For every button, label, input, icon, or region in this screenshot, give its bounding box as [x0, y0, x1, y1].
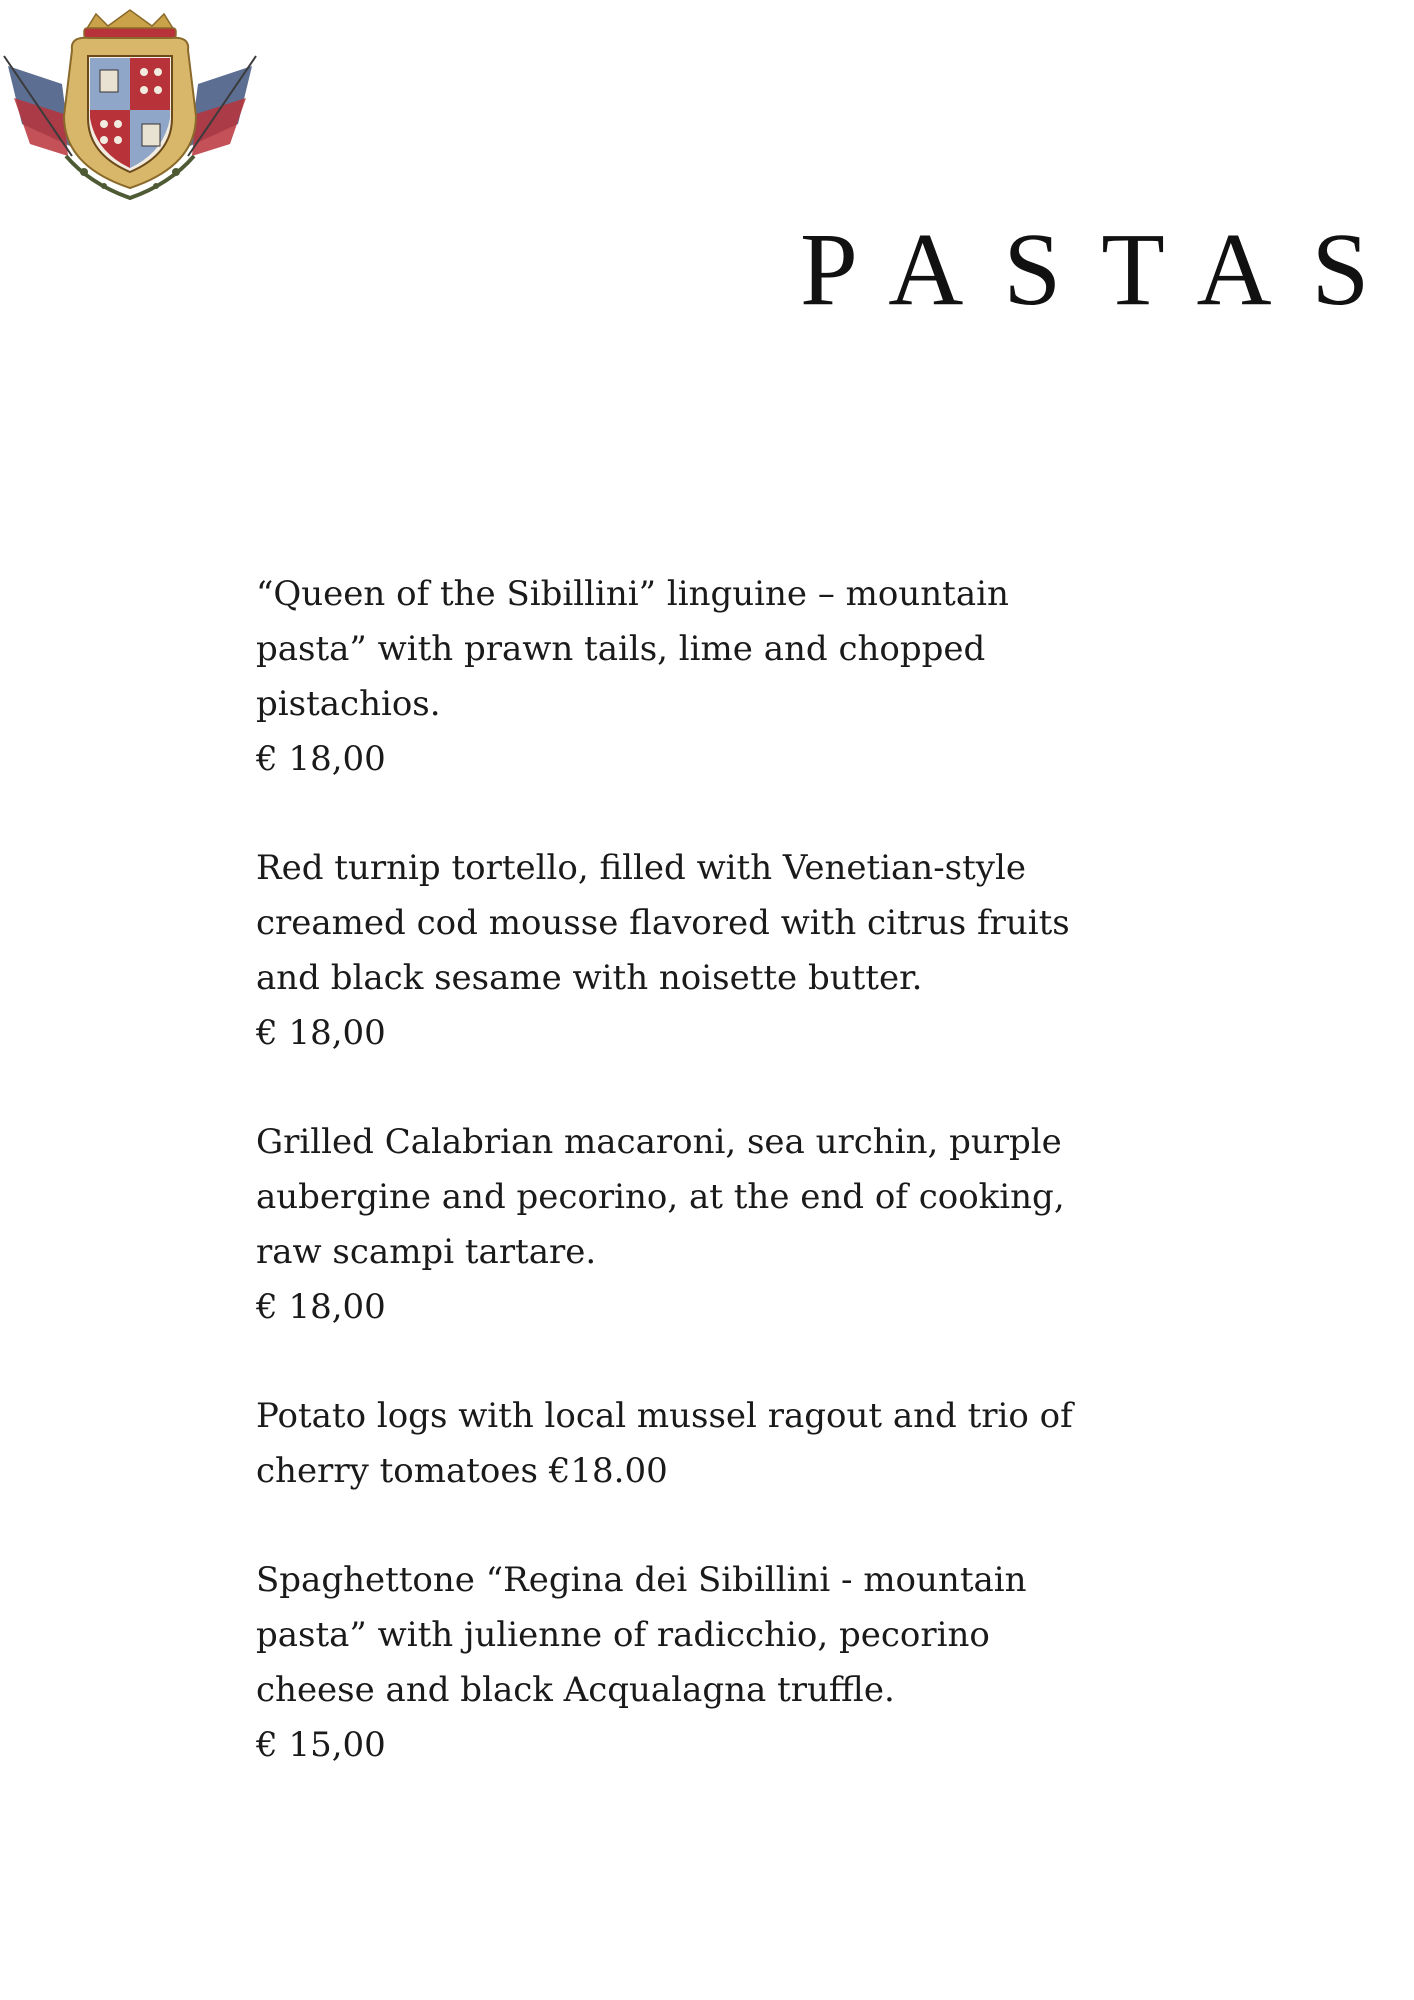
page-title: PASTAS — [800, 212, 1410, 327]
menu-item-text: cheese and black Acqualagna truffle. — [256, 1670, 895, 1710]
menu-item-text: Potato logs with local mussel ragout and trio of — [256, 1396, 1073, 1436]
menu-item-price: € 18,00 — [256, 739, 386, 779]
menu-item-price: € 18,00 — [256, 1287, 386, 1327]
menu-list — [256, 567, 1156, 1827]
menu-item — [256, 567, 1156, 787]
menu-item-text: raw scampi tartare. — [256, 1232, 597, 1272]
menu-item-text: pasta” with prawn tails, lime and chopped — [256, 629, 986, 669]
menu-item — [256, 1389, 1156, 1499]
menu-item — [256, 841, 1156, 1061]
menu-item — [256, 1115, 1156, 1335]
menu-item-text: Spaghettone “Regina dei Sibillini - mountain — [256, 1560, 1027, 1600]
menu-item-text: creamed cod mousse flavored with citrus fruits — [256, 903, 1070, 943]
menu-item-price: € 18,00 — [256, 1013, 386, 1053]
menu-item-text: pasta” with julienne of radicchio, pecorino — [256, 1615, 990, 1655]
menu-item-price: € 15,00 — [256, 1725, 386, 1765]
menu-item — [256, 1553, 1156, 1773]
menu-item-text: “Queen of the Sibillini” linguine – mountain — [256, 574, 1009, 614]
menu-item-text: pistachios. — [256, 684, 441, 724]
menu-item-text: aubergine and pecorino, at the end of cooking, — [256, 1177, 1065, 1217]
coat-of-arms-logo — [0, 6, 260, 206]
menu-item-text: and black sesame with noisette butter. — [256, 958, 923, 998]
menu-item-text: cherry tomatoes €18.00 — [256, 1451, 668, 1491]
menu-item-text: Red turnip tortello, filled with Venetian-style — [256, 848, 1026, 888]
menu-item-text: Grilled Calabrian macaroni, sea urchin, purple — [256, 1122, 1062, 1162]
